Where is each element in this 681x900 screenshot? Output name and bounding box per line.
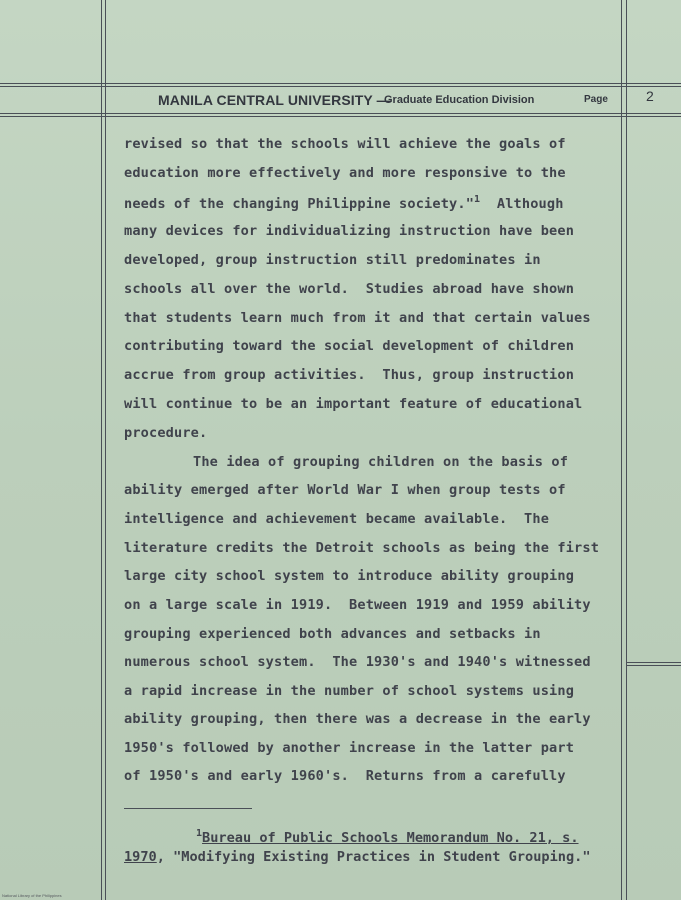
header-top-rule-2 (0, 86, 681, 87)
text-line: revised so that the schools will achieve the goals of (124, 136, 566, 152)
text-line: grouping experienced both advances and setbacks in (124, 626, 541, 642)
header-bottom-rule-2 (0, 116, 681, 117)
text-line: will continue to be an important feature of educational (124, 396, 583, 412)
header-bottom-rule (0, 113, 681, 114)
division-name: Graduate Education Division (384, 94, 535, 106)
archive-footer: National Library of the Philippines (2, 893, 62, 898)
footnote-reference: 1 (474, 194, 481, 205)
university-name: MANILA CENTRAL UNIVERSITY — (158, 92, 391, 108)
right-margin-rule-inner (626, 0, 627, 900)
text-line: education more effectively and more responsive to the (124, 165, 566, 181)
text-line: contributing toward the social development of children (124, 338, 575, 354)
right-tab-rule-2 (626, 665, 681, 666)
text-line: that students learn much from it and that certain values (124, 310, 591, 326)
text-line: literature credits the Detroit schools as being the first (124, 540, 600, 556)
text-line: ability emerged after World War I when group tests of (124, 482, 566, 498)
left-margin-rule-inner (105, 0, 106, 900)
right-tab-rule (626, 662, 681, 663)
footnote-line-2 (124, 849, 591, 865)
page-label: Page (584, 94, 608, 105)
footnote-marker: 1 (196, 828, 203, 839)
text-line: a rapid increase in the number of school systems using (124, 683, 575, 699)
text-line: intelligence and achievement became available. The (124, 511, 550, 527)
text-line: needs of the changing Philippine society."$^1$ Although (124, 194, 564, 212)
text-line: procedure. (124, 425, 208, 441)
text-line: developed, group instruction still predominates in (124, 252, 541, 268)
header-top-rule (0, 83, 681, 84)
page-number: 2 (646, 88, 654, 104)
page-header (158, 92, 628, 110)
footnote-source: Bureau of Public Schools Memorandum No. 21, s. (202, 830, 579, 846)
text-line: The idea of grouping children on the basis of (193, 454, 569, 470)
right-margin-rule (621, 0, 622, 900)
text-line: ability grouping, then there was a decrease in the early (124, 711, 591, 727)
footnote-year: 1970 (124, 849, 157, 865)
left-margin-rule (101, 0, 102, 900)
footnote-separator (124, 808, 252, 809)
text-line: numerous school system. The 1930's and 1940's witnessed (124, 654, 591, 670)
footnote-title: , "Modifying Existing Practices in Student Grouping." (156, 849, 591, 865)
text-line: accrue from group activities. Thus, group instruction (124, 367, 575, 383)
text-line: of 1950's and early 1960's. Returns from a carefully (124, 768, 566, 784)
text-line: large city school system to introduce ability grouping (124, 568, 575, 584)
text-line: on a large scale in 1919. Between 1919 and 1959 ability (124, 597, 591, 613)
text-line: many devices for individualizing instruction have been (124, 223, 575, 239)
text-line: schools all over the world. Studies abroad have shown (124, 281, 575, 297)
text-line: 1950's followed by another increase in the latter part (124, 740, 575, 756)
footnote-line-1 (196, 828, 579, 846)
